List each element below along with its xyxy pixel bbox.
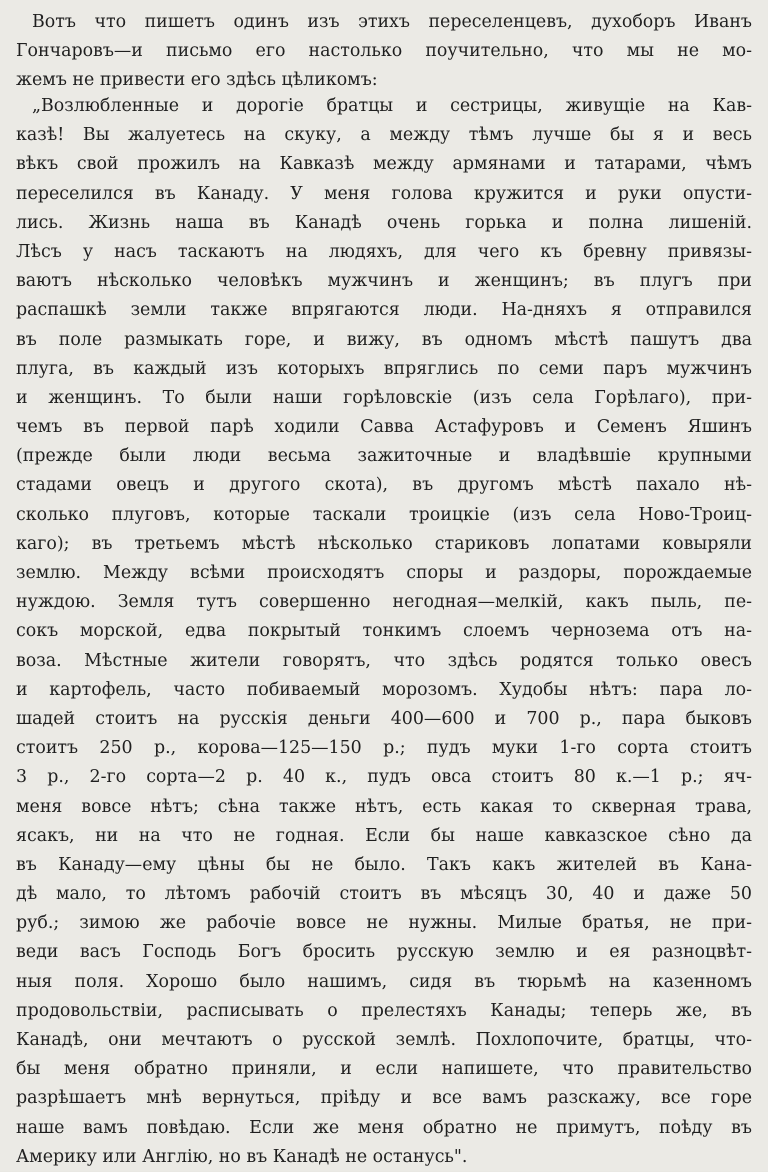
letter-line: стадами овецъ и другого скота), въ другомъ мѣстѣ пахало нѣ- xyxy=(16,475,752,496)
letter-line: стоитъ 250 р., корова—125—150 р.; пудъ муки 1-го сорта стоитъ xyxy=(16,738,752,759)
letter-line: Лѣсъ у насъ таскаютъ на людяхъ, для чего къ бревну привязы- xyxy=(16,241,752,262)
letter-line: шадей стоитъ на русскія деньги 400—600 и 700 р., пара быковъ xyxy=(16,708,752,729)
letter-line: казѣ! Вы жалуетесь на скуку, а между тѣмъ лучше бы я и весь xyxy=(16,125,752,146)
letter-line: продовольствіи, расписывать о прелестяхъ Канады; теперь же, въ xyxy=(16,1000,752,1021)
letter-line: „Возлюбленные и дорогіе братцы и сестрицы, живущіе на Кав- xyxy=(32,96,752,116)
letter-line: чемъ въ первой парѣ ходили Савва Астафуровъ и Семенъ Яшинъ xyxy=(16,417,752,438)
letter-line: нуждою. Земля тутъ совершенно негодная—мелкій, какъ пыль, пе- xyxy=(16,592,752,613)
letter-line: вѣкъ свой прожилъ на Кавказѣ между армянами и татарами, чѣмъ xyxy=(16,154,752,175)
letter-line: Канадѣ, они мечтаютъ о русской землѣ. Похлопочите, братцы, что- xyxy=(16,1030,752,1050)
letter-line: каго); въ третьемъ мѣстѣ нѣсколько стариковъ лопатами ковыряли xyxy=(16,533,752,554)
letter-line: дѣ мало, то лѣтомъ рабочій стоитъ въ мѣсяцъ 30, 40 и даже 50 xyxy=(16,884,752,905)
letter-line: воза. Мѣстные жители говорятъ, что здѣсь родятся только овесъ xyxy=(16,650,752,671)
letter-line: меня вовсе нѣтъ; сѣна также нѣтъ, есть какая то скверная трава, xyxy=(16,796,752,817)
letter-line: ваютъ нѣсколько человѣкъ мужчинъ и женщинъ; въ плугъ при xyxy=(16,271,752,292)
letter-line: распашкѣ земли также впрягаются люди. На-дняхъ я отправился xyxy=(16,300,752,321)
letter-line: и картофель, часто побиваемый морозомъ. Худобы нѣтъ: пара ло- xyxy=(16,679,752,700)
letter-line: плуга, въ каждый изъ которыхъ впряглись по семи паръ мужчинъ xyxy=(16,358,752,379)
letter-line: переселился въ Канаду. У меня голова кружится и руки опусти- xyxy=(16,183,752,204)
letter-line: и женщинъ. То были наши горѣловскіе (изъ села Горѣлаго), при- xyxy=(16,387,752,408)
letter-line: веди васъ Господь Богъ бросить русскую землю и ея разноцвѣт- xyxy=(16,942,752,963)
letter-line: Америку или Англію, но въ Канадѣ не останусь". xyxy=(16,1146,468,1167)
letter-line: (прежде были люди весьма зажиточные и владѣвшіе крупными xyxy=(16,446,752,467)
intro-paragraph xyxy=(16,8,752,96)
letter-line: ныя поля. Хорошо было нашимъ, сидя въ тюрьмѣ на казенномъ xyxy=(16,971,752,992)
letter-quote xyxy=(16,92,752,1172)
letter-line: бы меня обратно приняли, и если напишете, что правительство xyxy=(16,1059,752,1080)
letter-line: землю. Между всѣми происходятъ споры и раздоры, порождаемые xyxy=(16,563,752,583)
letter-line: сколько плуговъ, которые таскали троицкіе (изъ села Ново-Троиц- xyxy=(16,504,752,525)
letter-line: въ Канаду—ему цѣны бы не было. Такъ какъ жителей въ Кана- xyxy=(16,854,752,875)
letter-line: ясакъ, ни на что не годная. Если бы наше кавказское сѣно да xyxy=(16,825,752,846)
letter-line: руб.; зимою же рабочіе вовсе не нужны. Милые братья, не при- xyxy=(16,913,752,934)
letter-line: наше вамъ повѣдаю. Если же меня обратно не примутъ, поѣду въ xyxy=(16,1117,752,1138)
intro-line: Гончаровъ—и письмо его настолько поучительно, что мы не мо- xyxy=(16,41,752,62)
intro-line: Вотъ что пишетъ одинъ изъ этихъ переселенцевъ, духоборъ Иванъ xyxy=(32,12,752,32)
letter-line: сокъ морской, едва покрытый тонкимъ слоемъ чернозема отъ на- xyxy=(16,621,752,642)
letter-line: лись. Жизнь наша въ Канадѣ очень горька и полна лишеній. xyxy=(16,212,752,233)
intro-line: жемъ не привести его здѣсь цѣликомъ: xyxy=(16,70,378,91)
letter-line: 3 р., 2-го сорта—2 р. 40 к., пудъ овса стоитъ 80 к.—1 р.; яч- xyxy=(16,767,752,788)
letter-line: разрѣшаетъ мнѣ вернуться, пріѣду и все вамъ разскажу, все горе xyxy=(16,1088,752,1109)
letter-line: въ поле размыкать горе, и вижу, въ одномъ мѣстѣ пашутъ два xyxy=(16,329,752,350)
